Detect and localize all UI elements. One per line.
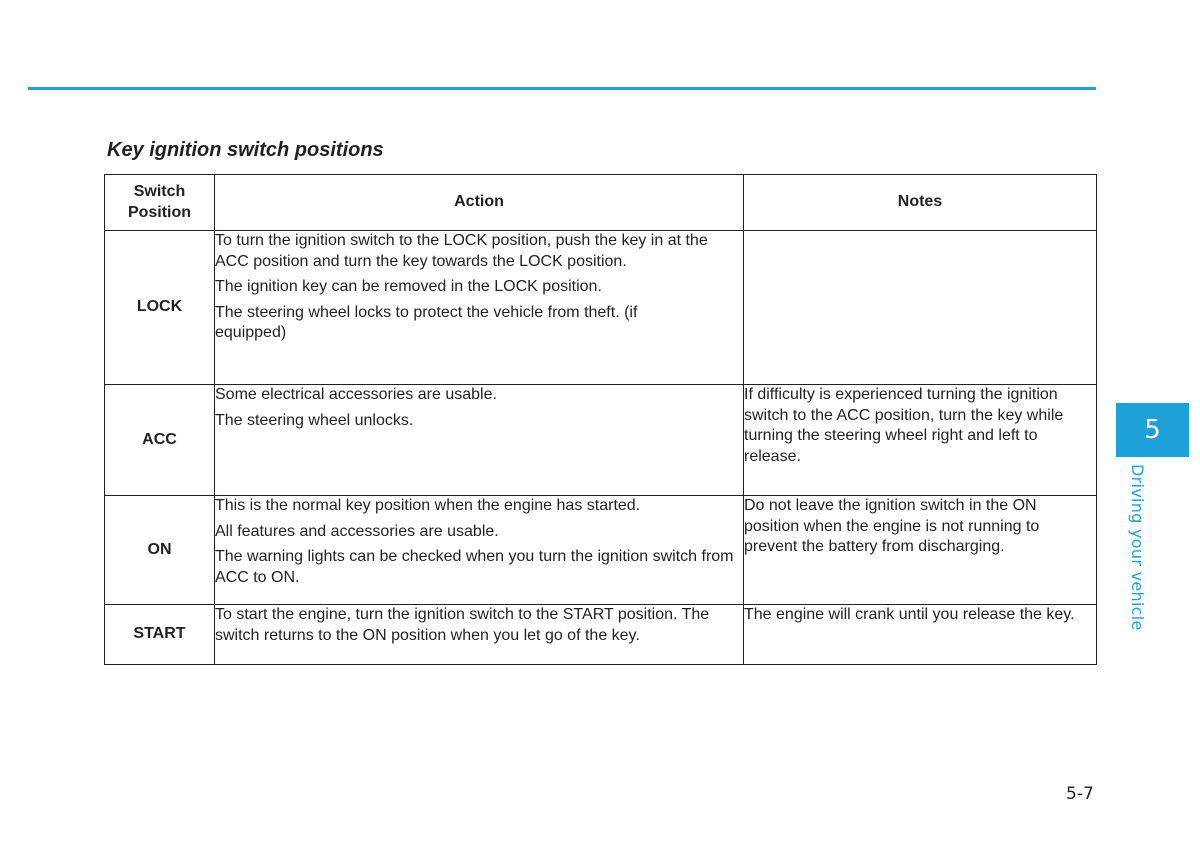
header-switch-position-label: Switch Position	[127, 183, 192, 221]
table-header-row	[105, 175, 1097, 231]
header-notes: Notes	[744, 175, 1097, 231]
position-cell: ON	[105, 496, 215, 605]
page-number: 5-7	[1066, 784, 1094, 804]
header-switch-position	[105, 175, 215, 231]
position-cell: LOCK	[105, 231, 215, 385]
notes-cell: If difficulty is experienced turning the ignition switch to the ACC position, turn the key while turning the steering wheel right and left to release.	[744, 385, 1097, 496]
action-cell	[215, 605, 744, 665]
table-row-acc	[105, 385, 1097, 496]
notes-cell: Do not leave the ignition switch in the ON position when the engine is not running to prevent the battery from discharging.	[744, 496, 1097, 605]
chapter-tab: 5	[1116, 403, 1189, 457]
action-text: The ignition key can be removed in the LOCK position.	[215, 278, 602, 295]
position-cell: START	[105, 605, 215, 665]
action-text: The warning lights can be checked when you turn the ignition switch from ACC to ON.	[215, 548, 734, 586]
action-text: To turn the ignition switch to the LOCK position, push the key in at the ACC position and turn the key towards the LOCK position.	[215, 232, 708, 270]
notes-cell	[744, 231, 1097, 385]
action-text: This is the normal key position when the engine has started.	[215, 497, 641, 514]
action-text: The steering wheel locks to protect the vehicle from theft. (if equipped)	[215, 303, 638, 341]
header-rule	[28, 87, 1096, 90]
action-cell	[215, 231, 744, 385]
table-row-on	[105, 496, 1097, 605]
header-action: Action	[215, 175, 744, 231]
ignition-positions-table	[104, 174, 1097, 665]
table-row-start	[105, 605, 1097, 665]
action-cell	[215, 385, 744, 496]
action-text: The steering wheel unlocks.	[215, 411, 414, 429]
section-title: Key ignition switch positions	[107, 139, 384, 161]
action-text: All features and accessories are usable.	[215, 522, 499, 540]
position-cell: ACC	[105, 385, 215, 496]
table-row-lock	[105, 231, 1097, 385]
action-text: To start the engine, turn the ignition switch to the START position. The switch returns to the ON position when you let go of the key.	[215, 606, 710, 644]
chapter-label: Driving your vehicle	[1128, 464, 1147, 631]
action-cell	[215, 496, 744, 605]
action-text: Some electrical accessories are usable.	[215, 386, 497, 403]
notes-cell: The engine will crank until you release the key.	[744, 605, 1097, 665]
